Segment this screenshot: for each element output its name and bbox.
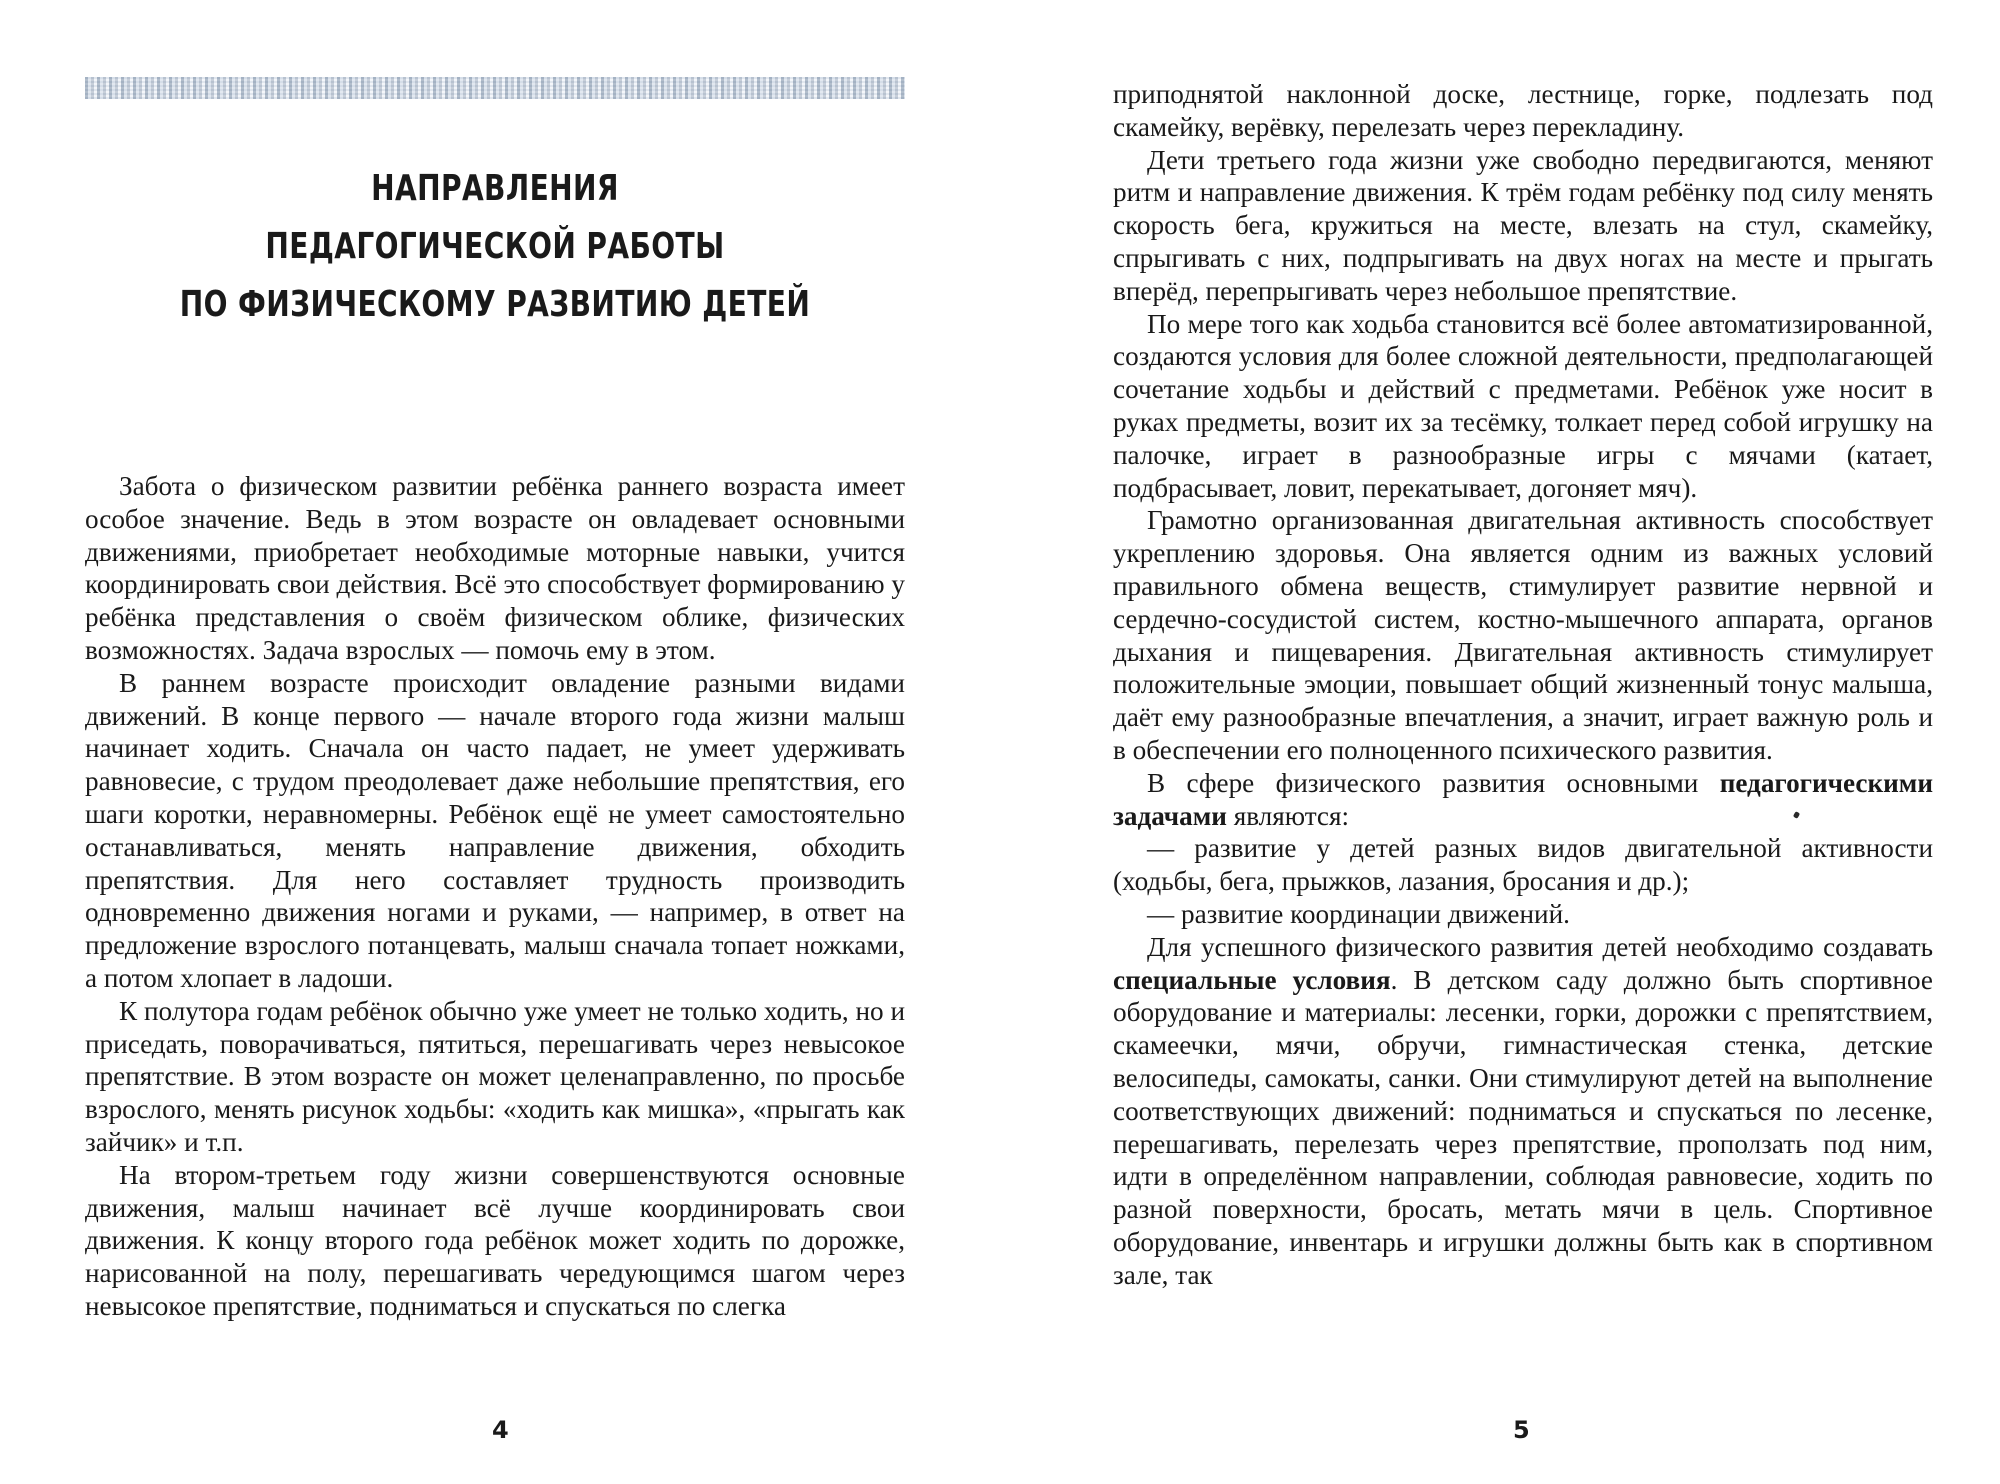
paragraph: На втором-третьем году жизни совершенствуются основные движения, малыш начинает всё лучше координировать свои движения. К концу второго года ребёнок может ходить по дорожке, нарисованной на полу, перешагивать чередующимся шагом через невысокое препятствие, подниматься и спускаться по слегка bbox=[85, 1159, 905, 1321]
chapter-title-line: НАПРАВЛЕНИЯ bbox=[371, 168, 619, 209]
left-body-text bbox=[85, 470, 905, 1323]
page-number: 5 bbox=[1513, 1416, 1530, 1444]
chapter-title bbox=[85, 160, 905, 334]
paragraph: Дети третьего года жизни уже свободно передвигаются, меняют ритм и направление движения. К трём годам ребёнку под силу менять скорость бега, кружиться на месте, влезать на стул, скамейку, спрыгивать с них, подпрыгивать на двух ногах на месте и прыгать вперёд, перепрыгивать через небольшое препятствие. bbox=[1113, 144, 1933, 306]
chapter-title-line: ПЕДАГОГИЧЕСКОЙ РАБОТЫ bbox=[265, 226, 725, 267]
paragraph: В раннем возрасте происходит овладение разными видами движений. В конце первого — начале второго года жизни малыш начинает ходить. Сначала он часто падает, не умеет удерживать равновесие, с трудом преодолевает даже небольшие препятствия, его шаги коротки, неравномерны. Ребёнок ещё не умеет самостоятельно останавливаться, менять направление движения, обходить препятствия. Для него составляет трудность производить одновременно движения ногами и руками, — например, в ответ на предложение взрослого потанцевать, малыш сначала топает ножками, а потом хлопает в ладоши. bbox=[85, 667, 905, 993]
conditions-emphasis: специальные условия bbox=[1113, 964, 1391, 995]
paragraph: Грамотно организованная двигательная активность способствует укреплению здоровья. Она является одним из важных условий правильного обмена веществ, стимулирует развитие нервной и сердечно-сосудистой систем, костно-мышечного аппарата, органов дыхания и пищеварения. Двигательная активность стимулирует положительные эмоции, повышает общий жизненный тонус малыша, даёт ему разнообразные впечатления, а значит, играет важную роль и в обеспечении его полноценного психического развития. bbox=[1113, 505, 1933, 765]
paragraph: Забота о физическом развитии ребёнка раннего возраста имеет особое значение. Ведь в этом возрасте он овладевает основными движениями, приобретает необходимые моторные навыки, учится координировать свои действия. Всё это способствует формированию у ребёнка представления о своём физическом облике, физических возможностях. Задача взрослых — помочь ему в этом. bbox=[85, 471, 905, 665]
page-number: 4 bbox=[492, 1416, 509, 1444]
paragraph: К полутора годам ребёнок обычно уже умеет не только ходить, но и приседать, поворачиваться, пятиться, перешагивать через невысокое препятствие. В этом возрасте он может целенаправленно, по просьбе взрослого, менять рисунок ходьбы: «ходить как мишка», «прыгать как зайчик» и т.п. bbox=[85, 995, 905, 1157]
tasks-intro-text: В сфере физического развития основными bbox=[1147, 767, 1720, 798]
task-item: — развитие координации движений. bbox=[1147, 898, 1570, 929]
continued-paragraph: приподнятой наклонной доске, лестнице, горке, подлезать под скамейку, верёвку, перелезать через перекладину. bbox=[1113, 79, 1933, 142]
task-item: — развитие у детей разных видов двигательной активности (ходьбы, бега, прыжков, лазания, бросания и др.); bbox=[1113, 833, 1933, 897]
chapter-title-line: ПО ФИЗИЧЕСКОМУ РАЗВИТИЮ ДЕТЕЙ bbox=[179, 284, 811, 325]
paragraph: По мере того как ходьба становится всё более автоматизированной, создаются условия для более сложной деятельности, предполагающей сочетание ходьбы и действий с предметами. Ребёнок уже носит в руках предметы, возит их за тесёмку, толкает перед собой игрушку на палочке, играет в разнообразные игры с мячами (катает, подбрасывает, ловит, перекатывает, догоняет мяч). bbox=[1113, 308, 1933, 503]
right-page bbox=[1000, 0, 2000, 1484]
conditions-paragraph bbox=[1113, 931, 1933, 1292]
right-body-text bbox=[1113, 78, 1933, 1291]
decorative-header-band bbox=[85, 77, 905, 99]
tasks-intro-emphasis: педагогическими задачами bbox=[1113, 767, 1933, 831]
conditions-text: Для успешного физического развития детей необходимо создавать bbox=[1147, 931, 1933, 962]
tasks-intro-text: являются: bbox=[1226, 800, 1350, 831]
conditions-text: . В детском саду должно быть спортивное оборудование и материалы: лесенки, горки, дорожки с препятствием, скамеечки, мячи, обручи, гимнастическая стенка, детские велосипеды, самокаты, санки. Они стимулируют детей на выполнение соответствующих движений: подниматься и спускаться по лесенке, перешагивать, перелезать через препятствие, проползать под ним, идти в определённом направлении, соблюдая равновесие, ходить по разной поверхности, бросать, метать мячи в цель. Спортивное оборудование, инвентарь и игрушки должны быть как в спортивном зале, так bbox=[1113, 964, 1934, 1290]
tasks-intro-paragraph bbox=[1113, 767, 1933, 833]
